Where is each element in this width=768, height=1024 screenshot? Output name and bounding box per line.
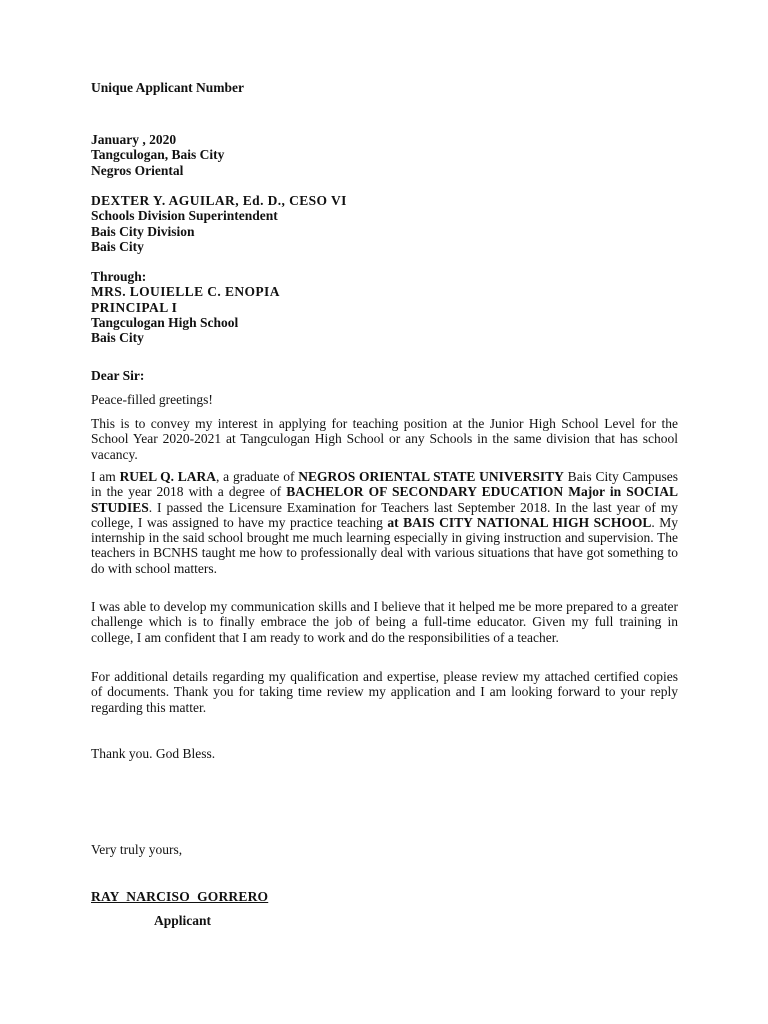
recipient-office: Bais City Division xyxy=(91,223,195,239)
body-paragraph-1: This is to convey my interest in applying for teaching position at the Junior High School Level for the School Year 2020-2021 at Tangculogan High School or any Schools in the same division that has school vacancy. xyxy=(91,416,678,462)
signatory-role xyxy=(154,913,741,928)
sender-address-line1: Tangculogan, Bais City xyxy=(91,147,225,163)
sender-block xyxy=(91,132,678,178)
signatory-role-text: Applicant xyxy=(154,913,212,928)
greeting-text: Peace-filled greetings! xyxy=(91,392,213,407)
body-paragraph-4: For additional details regarding my qualification and expertise, please review my attached certified copies of documents. Thank you for taking time review my application and I am looking forward to your reply regarding this matter. xyxy=(91,669,678,715)
applicant-number-label xyxy=(91,80,678,95)
valediction xyxy=(91,842,678,857)
through-city: Bais City xyxy=(91,330,144,346)
greeting xyxy=(91,392,678,407)
signatory-name xyxy=(91,889,678,904)
recipient-title: Schools Division Superintendent xyxy=(91,208,278,224)
salutation-text: Dear Sir: xyxy=(91,368,145,383)
practice-school-name: at BAIS CITY NATIONAL HIGH SCHOOL xyxy=(387,514,652,530)
letter-date: January , 2020 xyxy=(91,132,177,147)
p2-text-1: I am xyxy=(91,469,120,484)
degree-name: BACHELOR OF SECONDARY EDUCATION Major in SOCIAL STUDIES xyxy=(91,484,678,515)
p2-text-2: , a graduate of xyxy=(216,469,299,484)
through-block xyxy=(91,269,678,345)
salutation xyxy=(91,368,678,383)
university-name: NEGROS ORIENTAL STATE UNIVERSITY xyxy=(298,469,564,484)
through-school: Tangculogan High School xyxy=(91,314,239,330)
p2-text-4: . I passed the Licensure Examination for Teachers last September 2018. In the last year of my college, I was assigned to have my practice teaching xyxy=(91,499,678,530)
valediction-text: Very truly yours, xyxy=(91,842,183,857)
through-label: Through: xyxy=(91,269,147,284)
p2-text-5: . My internship in the said school brought me much learning especially in giving instruction and supervision. The teachers in BCNHS taught me how to professionally deal with various situations that have got something to do with school matters. xyxy=(91,514,678,576)
recipient-name: DEXTER Y. AGUILAR, Ed. D., CESO VI xyxy=(91,193,347,208)
p2-text-3: Bais City Campuses in the year 2018 with a degree of xyxy=(91,469,678,500)
applicant-name: RUEL Q. LARA xyxy=(119,469,217,484)
body-paragraph-2 xyxy=(91,469,678,576)
through-title: PRINCIPAL I xyxy=(91,299,178,315)
recipient-block xyxy=(91,193,678,254)
closing-thanks xyxy=(91,746,678,761)
applicant-number-text: Unique Applicant Number xyxy=(91,80,245,95)
closing-thanks-text: Thank you. God Bless. xyxy=(91,746,216,761)
sender-address-line2: Negros Oriental xyxy=(91,162,184,178)
through-name: MRS. LOUIELLE C. ENOPIA xyxy=(91,284,280,300)
body-paragraph-3: I was able to develop my communication skills and I believe that it helped me be more prepared to a greater challenge which is to finally embrace the job of being a full-time educator. Given my full training in college, I am confident that I am ready to work and do the responsibilities of a teacher. xyxy=(91,599,678,645)
recipient-city: Bais City xyxy=(91,238,144,254)
signatory-name-text: RAY NARCISO GORRERO xyxy=(91,889,269,904)
